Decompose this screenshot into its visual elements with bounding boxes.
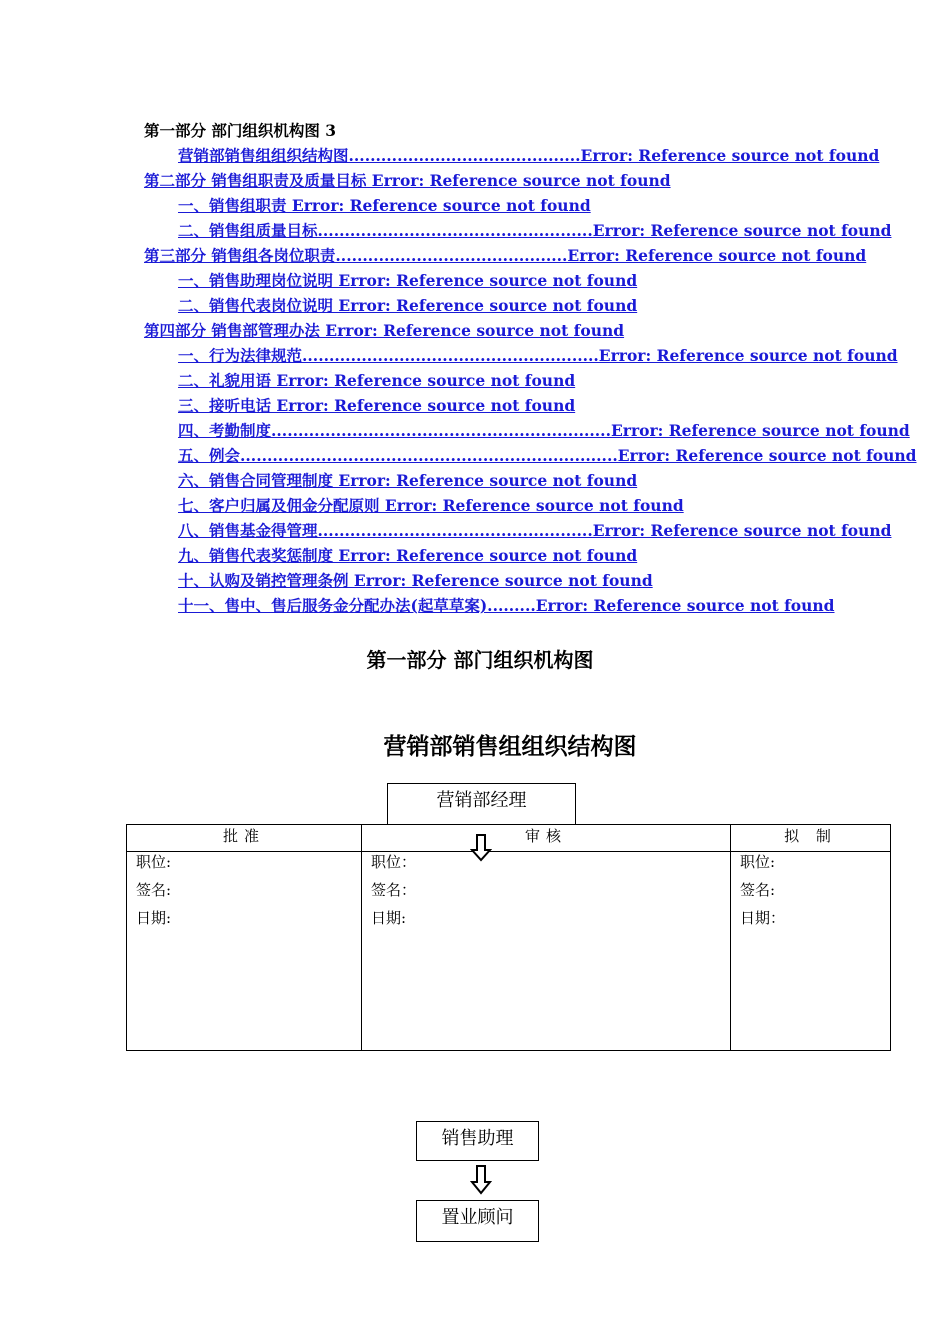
toc-entry-part4[interactable]: 第四部分 销售部管理办法 Error: Reference source not found xyxy=(144,321,625,340)
down-arrow-icon xyxy=(470,834,492,862)
toc-entry-duties[interactable]: 一、销售组职责 Error: Reference source not found xyxy=(178,196,591,215)
toc-entry-part1[interactable]: 第一部分 部门组织机构图 3 xyxy=(144,121,337,140)
down-arrow-icon xyxy=(470,1165,492,1195)
toc-entry-meetings[interactable]: 五、例会......................................................................Error: Reference source not found xyxy=(178,446,917,465)
toc-entry-attendance[interactable]: 四、考勤制度...............................................................Error: Reference source not found xyxy=(178,421,910,440)
toc-entry-part2[interactable]: 第二部分 销售组职责及质量目标 Error: Reference source not found xyxy=(144,171,671,190)
section-heading: 第一部分 部门组织机构图 xyxy=(366,648,594,672)
org-box-manager: 营销部经理 xyxy=(387,783,576,825)
toc-entry-commission[interactable]: 七、客户归属及佣金分配原则 Error: Reference source not found xyxy=(178,496,684,515)
field-date: 日期: xyxy=(371,909,407,927)
field-signature: 签名: xyxy=(136,881,172,899)
toc-entry-contracts[interactable]: 六、销售合同管理制度 Error: Reference source not found xyxy=(178,471,638,490)
approval-header-draft: 拟 制 xyxy=(731,825,891,852)
toc-entry-assistant-role[interactable]: 一、销售助理岗位说明 Error: Reference source not found xyxy=(178,271,638,290)
toc-entry-rep-role[interactable]: 二、销售代表岗位说明 Error: Reference source not found xyxy=(178,296,638,315)
field-position: 职位: xyxy=(740,853,776,871)
toc-entry-conduct[interactable]: 一、行为法律规范.......................................................Error: Reference source not found xyxy=(178,346,898,365)
field-date: 日期: xyxy=(136,909,172,927)
approval-cell-approve xyxy=(127,852,362,1051)
field-position: 职位: xyxy=(136,853,172,871)
org-chart-heading: 营销部销售组组织结构图 xyxy=(383,733,637,760)
toc-entry-sales-control[interactable]: 十、认购及销控管理条例 Error: Reference source not found xyxy=(178,571,653,590)
approval-table xyxy=(126,824,891,1051)
field-signature: 签名: xyxy=(740,881,776,899)
field-position: 职位： xyxy=(371,853,417,871)
approval-header-review: 审核 xyxy=(362,825,731,852)
toc-entry-part3[interactable]: 第三部分 销售组各岗位职责...........................................Error: Reference source not found xyxy=(144,246,867,265)
approval-cell-review xyxy=(362,852,731,1051)
toc-entry-quality-goals[interactable]: 二、销售组质量目标...................................................Error: Reference source not found xyxy=(178,221,892,240)
field-signature: 签名： xyxy=(371,881,417,899)
toc-entry-org-chart[interactable]: 营销部销售组组织结构图...........................................Error: Reference source not found xyxy=(178,146,880,165)
approval-cell-draft xyxy=(731,852,891,1051)
toc-entry-fund[interactable]: 八、销售基金得管理...................................................Error: Reference source not found xyxy=(178,521,892,540)
approval-header-approve: 批准 xyxy=(127,825,362,852)
toc-entry-service-fee[interactable]: 十一、售中、售后服务金分配办法(起草草案).........Error: Reference source not found xyxy=(178,596,835,615)
approval-header-row xyxy=(127,825,891,852)
org-box-consultant: 置业顾问 xyxy=(416,1200,539,1242)
org-box-assistant: 销售助理 xyxy=(416,1121,539,1161)
toc-entry-courtesy[interactable]: 二、礼貌用语 Error: Reference source not found xyxy=(178,371,576,390)
approval-body-row xyxy=(127,852,891,1051)
toc-entry-phone[interactable]: 三、接听电话 Error: Reference source not found xyxy=(178,396,576,415)
field-date: 日期： xyxy=(740,909,786,927)
toc-entry-rewards[interactable]: 九、销售代表奖惩制度 Error: Reference source not found xyxy=(178,546,638,565)
